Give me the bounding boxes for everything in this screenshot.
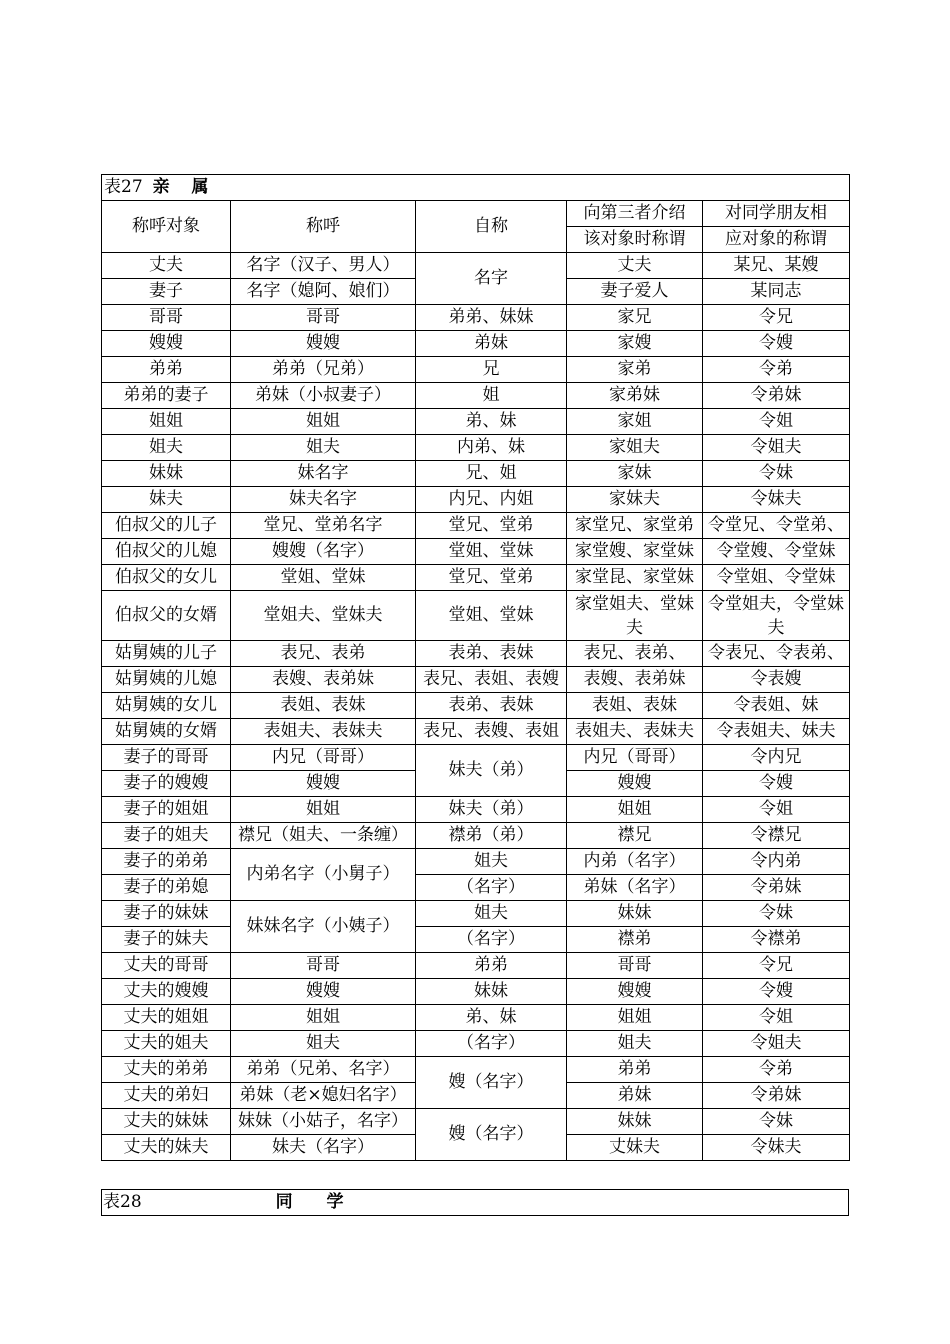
cell-self: （名字）	[416, 927, 567, 953]
cell-third-party: 家姐	[567, 409, 703, 435]
cell-friends: 令襟弟	[703, 927, 850, 953]
cell-self: 堂姐、堂妹	[416, 591, 567, 641]
cell-self: 姐夫	[416, 901, 567, 927]
table-row	[102, 719, 850, 745]
table-row	[102, 1057, 850, 1083]
cell-object: 丈夫	[102, 253, 231, 279]
cell-self: 堂姐、堂妹	[416, 539, 567, 565]
cell-address: 堂姐夫、堂妹夫	[231, 591, 416, 641]
cell-third-party: 弟妹（名字）	[567, 875, 703, 901]
cell-self: 弟、妹	[416, 409, 567, 435]
table-row	[102, 435, 850, 461]
table28-label: 表28	[103, 1192, 142, 1212]
cell-friends: 令弟妹	[703, 875, 850, 901]
table-row	[102, 745, 850, 771]
header-third-party-line2: 该对象时称谓	[567, 227, 703, 253]
cell-self: 嫂（名字）	[416, 1109, 567, 1161]
table-title-cell	[102, 175, 850, 201]
cell-address: 名字（媳阿、娘们）	[231, 279, 416, 305]
cell-self: 嫂（名字）	[416, 1057, 567, 1109]
cell-object: 丈夫的弟弟	[102, 1057, 231, 1083]
cell-friends: 令兄	[703, 953, 850, 979]
cell-self: 弟弟、妹妹	[416, 305, 567, 331]
cell-friends: 令嫂	[703, 771, 850, 797]
cell-object: 伯叔父的女儿	[102, 565, 231, 591]
cell-object: 嫂嫂	[102, 331, 231, 357]
cell-self: 内兄、内姐	[416, 487, 567, 513]
table-row	[102, 513, 850, 539]
cell-object: 妻子的妹妹	[102, 901, 231, 927]
cell-friends: 令内兄	[703, 745, 850, 771]
cell-address: 妹妹（小姑子，名字）	[231, 1109, 416, 1135]
cell-third-party: 妹妹	[567, 901, 703, 927]
cell-friends: 令姐	[703, 797, 850, 823]
cell-address: 内弟名字（小舅子）	[231, 849, 416, 901]
table-row	[102, 875, 850, 901]
kinship-table	[101, 174, 850, 1161]
table-row	[102, 667, 850, 693]
cell-self: 弟、妹	[416, 1005, 567, 1031]
cell-third-party: 内兄（哥哥）	[567, 745, 703, 771]
cell-third-party: 家弟	[567, 357, 703, 383]
cell-friends: 令弟	[703, 357, 850, 383]
cell-third-party: 家堂嫂、家堂妹	[567, 539, 703, 565]
cell-third-party: 表嫂、表弟妹	[567, 667, 703, 693]
cell-third-party: 家堂姐夫、堂妹夫	[567, 591, 703, 641]
cell-address: 姐姐	[231, 409, 416, 435]
cell-friends: 令姐夫	[703, 435, 850, 461]
cell-address: 堂兄、堂弟名字	[231, 513, 416, 539]
cell-object: 伯叔父的儿媳	[102, 539, 231, 565]
cell-address: 堂姐、堂妹	[231, 565, 416, 591]
cell-friends: 令弟妹	[703, 383, 850, 409]
cell-object: 弟弟的妻子	[102, 383, 231, 409]
cell-third-party: 表姐、表妹	[567, 693, 703, 719]
cell-object: 伯叔父的儿子	[102, 513, 231, 539]
cell-object: 妻子的弟媳	[102, 875, 231, 901]
cell-address: 姐夫	[231, 1031, 416, 1057]
header-address: 称呼	[231, 201, 416, 253]
header-friends-line1: 对同学朋友相	[703, 201, 850, 227]
cell-third-party: 哥哥	[567, 953, 703, 979]
cell-object: 妻子的弟弟	[102, 849, 231, 875]
cell-self: 表兄、表嫂、表姐	[416, 719, 567, 745]
table-row	[102, 849, 850, 875]
table-row	[102, 253, 850, 279]
cell-object: 姑舅姨的儿媳	[102, 667, 231, 693]
cell-object: 丈夫的嫂嫂	[102, 979, 231, 1005]
cell-object: 丈夫的姐夫	[102, 1031, 231, 1057]
cell-third-party: 嫂嫂	[567, 771, 703, 797]
cell-object: 妻子的妹夫	[102, 927, 231, 953]
cell-address: 嫂嫂	[231, 331, 416, 357]
table-label: 表27	[104, 177, 143, 197]
cell-self: 表兄、表姐、表嫂	[416, 667, 567, 693]
table-row	[102, 901, 850, 927]
cell-address: 嫂嫂	[231, 979, 416, 1005]
cell-self: 兄	[416, 357, 567, 383]
table-row	[102, 979, 850, 1005]
cell-third-party: 家妹夫	[567, 487, 703, 513]
cell-friends: 某同志	[703, 279, 850, 305]
cell-self: 弟弟	[416, 953, 567, 979]
cell-third-party: 丈夫	[567, 253, 703, 279]
cell-self: 名字	[416, 253, 567, 305]
kinship-table-body	[102, 175, 850, 1161]
cell-address: 名字（汉子、男人）	[231, 253, 416, 279]
cell-third-party: 姐姐	[567, 797, 703, 823]
cell-third-party: 襟弟	[567, 927, 703, 953]
cell-self: 妹夫（弟）	[416, 797, 567, 823]
classmates-table	[101, 1189, 849, 1216]
cell-friends: 令表兄、令表弟、	[703, 641, 850, 667]
table28-title-cell	[102, 1190, 849, 1216]
cell-friends: 令姐	[703, 409, 850, 435]
cell-object: 丈夫的姐姐	[102, 1005, 231, 1031]
cell-address: 姐夫	[231, 435, 416, 461]
cell-third-party: 家弟妹	[567, 383, 703, 409]
cell-object: 丈夫的弟妇	[102, 1083, 231, 1109]
cell-friends: 令内弟	[703, 849, 850, 875]
header-self: 自称	[416, 201, 567, 253]
cell-address: 妹名字	[231, 461, 416, 487]
cell-object: 弟弟	[102, 357, 231, 383]
cell-object: 丈夫的妹夫	[102, 1135, 231, 1161]
cell-friends: 令妹夫	[703, 487, 850, 513]
table-row	[102, 693, 850, 719]
header-friends-line2: 应对象的称谓	[703, 227, 850, 253]
cell-third-party: 弟妹	[567, 1083, 703, 1109]
cell-third-party: 内弟（名字）	[567, 849, 703, 875]
cell-object: 妻子的姐姐	[102, 797, 231, 823]
cell-friends: 令堂姐、令堂妹	[703, 565, 850, 591]
cell-address: 妹夫名字	[231, 487, 416, 513]
cell-third-party: 家嫂	[567, 331, 703, 357]
cell-third-party: 姐夫	[567, 1031, 703, 1057]
cell-object: 伯叔父的女婿	[102, 591, 231, 641]
cell-third-party: 襟兄	[567, 823, 703, 849]
cell-address: 嫂嫂（名字）	[231, 539, 416, 565]
cell-self: 襟弟（弟）	[416, 823, 567, 849]
cell-friends: 令姐	[703, 1005, 850, 1031]
cell-self: （名字）	[416, 1031, 567, 1057]
cell-third-party: 家兄	[567, 305, 703, 331]
table-row	[102, 383, 850, 409]
cell-address: 弟弟（兄弟、名字）	[231, 1057, 416, 1083]
cell-friends: 某兄、某嫂	[703, 253, 850, 279]
cell-address: 妹夫（名字）	[231, 1135, 416, 1161]
cell-third-party: 弟弟	[567, 1057, 703, 1083]
cell-third-party: 姐姐	[567, 1005, 703, 1031]
cell-object: 妹妹	[102, 461, 231, 487]
cell-friends: 令兄	[703, 305, 850, 331]
cell-friends: 令堂兄、令堂弟、	[703, 513, 850, 539]
cell-friends: 令妹	[703, 1109, 850, 1135]
cell-address: 哥哥	[231, 953, 416, 979]
cell-address: 妹妹名字（小姨子）	[231, 901, 416, 953]
table-row	[102, 641, 850, 667]
cell-address: 弟弟（兄弟）	[231, 357, 416, 383]
cell-self: 弟妹	[416, 331, 567, 357]
cell-address: 弟妹（老×媳妇名字）	[231, 1083, 416, 1109]
cell-self: 兄、姐	[416, 461, 567, 487]
cell-address: 襟兄（姐夫、一条缠）	[231, 823, 416, 849]
cell-self: 妹妹	[416, 979, 567, 1005]
cell-friends: 令妹夫	[703, 1135, 850, 1161]
cell-object: 妻子的姐夫	[102, 823, 231, 849]
table28-title: 同 学	[275, 1192, 358, 1212]
table-row	[102, 1031, 850, 1057]
cell-self: 表弟、表妹	[416, 693, 567, 719]
cell-third-party: 家姐夫	[567, 435, 703, 461]
header-third-party-line1: 向第三者介绍	[567, 201, 703, 227]
cell-self: 妹夫（弟）	[416, 745, 567, 797]
cell-object: 姑舅姨的儿子	[102, 641, 231, 667]
cell-friends: 令姐夫	[703, 1031, 850, 1057]
cell-object: 妹夫	[102, 487, 231, 513]
cell-address: 嫂嫂	[231, 771, 416, 797]
cell-friends: 令弟妹	[703, 1083, 850, 1109]
cell-third-party: 家妹	[567, 461, 703, 487]
cell-friends: 令堂姐夫，令堂妹夫	[703, 591, 850, 641]
cell-third-party: 家堂兄、家堂弟	[567, 513, 703, 539]
cell-address: 表姐、表妹	[231, 693, 416, 719]
cell-address: 哥哥	[231, 305, 416, 331]
cell-third-party: 表姐夫、表妹夫	[567, 719, 703, 745]
cell-address: 内兄（哥哥）	[231, 745, 416, 771]
cell-object: 姐姐	[102, 409, 231, 435]
cell-friends: 令表嫂	[703, 667, 850, 693]
cell-address: 姐姐	[231, 797, 416, 823]
table-row	[102, 357, 850, 383]
cell-object: 哥哥	[102, 305, 231, 331]
table-row	[102, 953, 850, 979]
table-row	[102, 487, 850, 513]
table-row	[102, 1109, 850, 1135]
cell-address: 姐姐	[231, 1005, 416, 1031]
cell-object: 丈夫的哥哥	[102, 953, 231, 979]
table-row	[102, 305, 850, 331]
table-row	[102, 539, 850, 565]
cell-third-party: 家堂昆、家堂妹	[567, 565, 703, 591]
cell-object: 妻子	[102, 279, 231, 305]
cell-object: 姐夫	[102, 435, 231, 461]
cell-friends: 令嫂	[703, 979, 850, 1005]
cell-self: （名字）	[416, 875, 567, 901]
table-row	[102, 591, 850, 641]
table-row	[102, 409, 850, 435]
cell-friends: 令妹	[703, 901, 850, 927]
cell-object: 妻子的嫂嫂	[102, 771, 231, 797]
cell-friends: 令襟兄	[703, 823, 850, 849]
cell-third-party: 丈妹夫	[567, 1135, 703, 1161]
cell-third-party: 表兄、表弟、	[567, 641, 703, 667]
table-row	[102, 823, 850, 849]
cell-third-party: 嫂嫂	[567, 979, 703, 1005]
table-row	[102, 1005, 850, 1031]
table-row	[102, 461, 850, 487]
cell-friends: 令妹	[703, 461, 850, 487]
cell-object: 妻子的哥哥	[102, 745, 231, 771]
header-object: 称呼对象	[102, 201, 231, 253]
cell-self: 表弟、表妹	[416, 641, 567, 667]
cell-friends: 令弟	[703, 1057, 850, 1083]
cell-object: 丈夫的妹妹	[102, 1109, 231, 1135]
cell-friends: 令嫂	[703, 331, 850, 357]
cell-address: 弟妹（小叔妻子）	[231, 383, 416, 409]
cell-third-party: 妹妹	[567, 1109, 703, 1135]
cell-friends: 令表姐夫、妹夫	[703, 719, 850, 745]
table-row	[102, 331, 850, 357]
cell-address: 表兄、表弟	[231, 641, 416, 667]
table-row	[102, 927, 850, 953]
cell-friends: 令表姐、妹	[703, 693, 850, 719]
cell-friends: 令堂嫂、令堂妹	[703, 539, 850, 565]
cell-self: 内弟、妹	[416, 435, 567, 461]
table-row	[102, 565, 850, 591]
cell-object: 姑舅姨的女儿	[102, 693, 231, 719]
cell-self: 堂兄、堂弟	[416, 565, 567, 591]
table-title: 亲 属	[152, 177, 217, 197]
cell-address: 表姐夫、表妹夫	[231, 719, 416, 745]
cell-third-party: 妻子爱人	[567, 279, 703, 305]
cell-address: 表嫂、表弟妹	[231, 667, 416, 693]
cell-self: 堂兄、堂弟	[416, 513, 567, 539]
cell-self: 姐夫	[416, 849, 567, 875]
cell-object: 姑舅姨的女婿	[102, 719, 231, 745]
cell-self: 姐	[416, 383, 567, 409]
table-row	[102, 797, 850, 823]
